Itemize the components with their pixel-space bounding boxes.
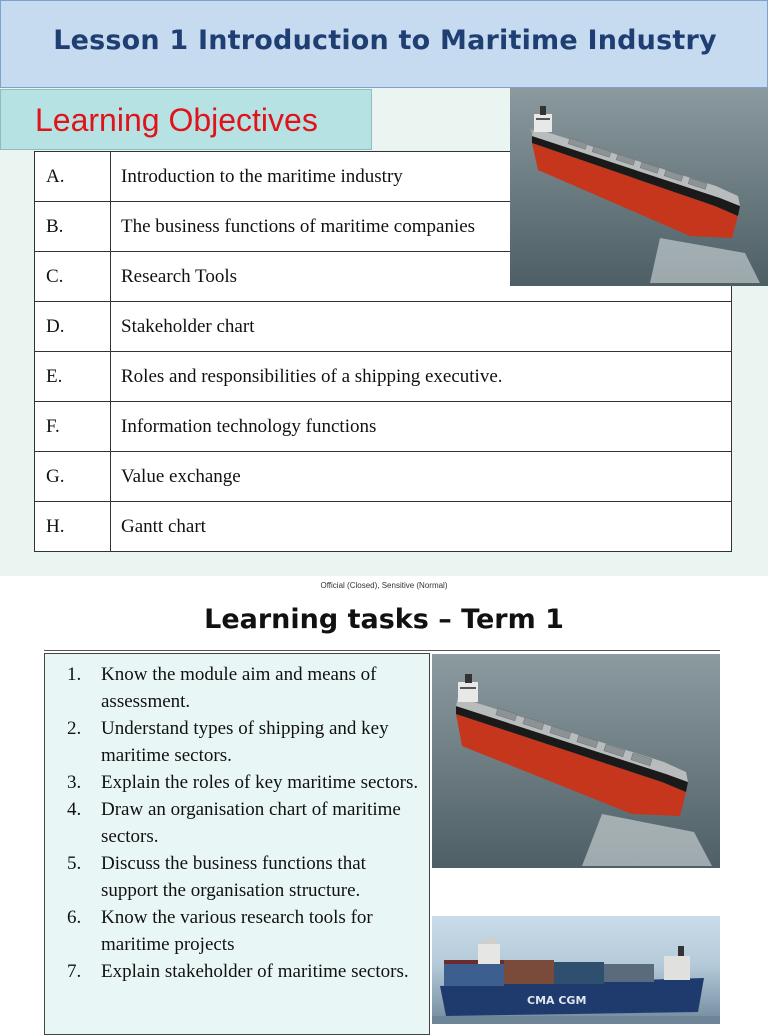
task-text: Understand types of shipping and key maritime sectors. xyxy=(101,718,389,766)
objective-row xyxy=(35,352,732,402)
lesson-title: Lesson 1 Introduction to Maritime Industry xyxy=(53,25,717,56)
task-number: 5. xyxy=(67,853,82,874)
objective-letter: H. xyxy=(35,502,111,552)
task-number: 2. xyxy=(67,718,82,739)
objective-letter: C. xyxy=(35,252,111,302)
task-number: 4. xyxy=(67,799,82,820)
objective-text: Value exchange xyxy=(111,452,732,502)
title-bar xyxy=(0,0,768,88)
objective-text: Roles and responsibilities of a shipping executive. xyxy=(111,352,732,402)
container-ship-photo xyxy=(432,916,720,1024)
task-number: 3. xyxy=(67,772,82,793)
task-text: Explain stakeholder of maritime sectors. xyxy=(101,961,409,982)
task-text: Know the module aim and means of assessment. xyxy=(101,664,377,712)
objective-row xyxy=(35,402,732,452)
task-text: Explain the roles of key maritime sectors. xyxy=(101,772,419,793)
objective-text: Stakeholder chart xyxy=(111,302,732,352)
objective-text: Research Tools xyxy=(111,252,732,302)
learning-objectives-heading-box xyxy=(0,89,372,150)
learning-objectives-heading: Learning Objectives xyxy=(35,102,318,138)
bulk-carrier-photo xyxy=(510,88,768,286)
cma-cgm-logo-text: CMA CGM xyxy=(527,994,587,1007)
objective-letter: B. xyxy=(35,202,111,252)
objective-text: Introduction to the maritime industry xyxy=(111,152,732,202)
container-ship-illustration xyxy=(432,916,720,1024)
task-item xyxy=(45,904,429,958)
objective-row xyxy=(35,302,732,352)
learning-tasks-list xyxy=(45,654,429,985)
task-text: Discuss the business functions that support the organisation structure. xyxy=(101,853,366,901)
objective-text: Gantt chart xyxy=(111,502,732,552)
task-number: 6. xyxy=(67,907,82,928)
objective-letter: F. xyxy=(35,402,111,452)
objective-letter: G. xyxy=(35,452,111,502)
task-item xyxy=(45,850,429,904)
objective-letter: A. xyxy=(35,152,111,202)
task-item xyxy=(45,661,429,715)
task-item xyxy=(45,769,429,796)
objective-letter: E. xyxy=(35,352,111,402)
bulk-carrier-illustration xyxy=(510,88,768,286)
classification-footer: Official (Closed), Sensitive (Normal) xyxy=(320,581,448,590)
task-item xyxy=(45,796,429,850)
objective-letter: D. xyxy=(35,302,111,352)
task-item xyxy=(45,715,429,769)
task-text: Know the various research tools for maritime projects xyxy=(101,907,373,955)
objective-text: Information technology functions xyxy=(111,402,732,452)
divider xyxy=(44,650,720,651)
objective-text: The business functions of maritime companies xyxy=(111,202,732,252)
task-number: 1. xyxy=(67,664,82,685)
task-text: Draw an organisation chart of maritime sectors. xyxy=(101,799,401,847)
bulk-carrier-photo-2 xyxy=(432,654,720,868)
bulk-carrier-illustration-2 xyxy=(432,654,720,868)
task-item xyxy=(45,958,429,985)
learning-tasks-box xyxy=(44,653,430,1035)
learning-tasks-title: Learning tasks – Term 1 xyxy=(204,604,564,635)
objective-row xyxy=(35,502,732,552)
objective-row xyxy=(35,452,732,502)
task-number: 7. xyxy=(67,961,82,982)
